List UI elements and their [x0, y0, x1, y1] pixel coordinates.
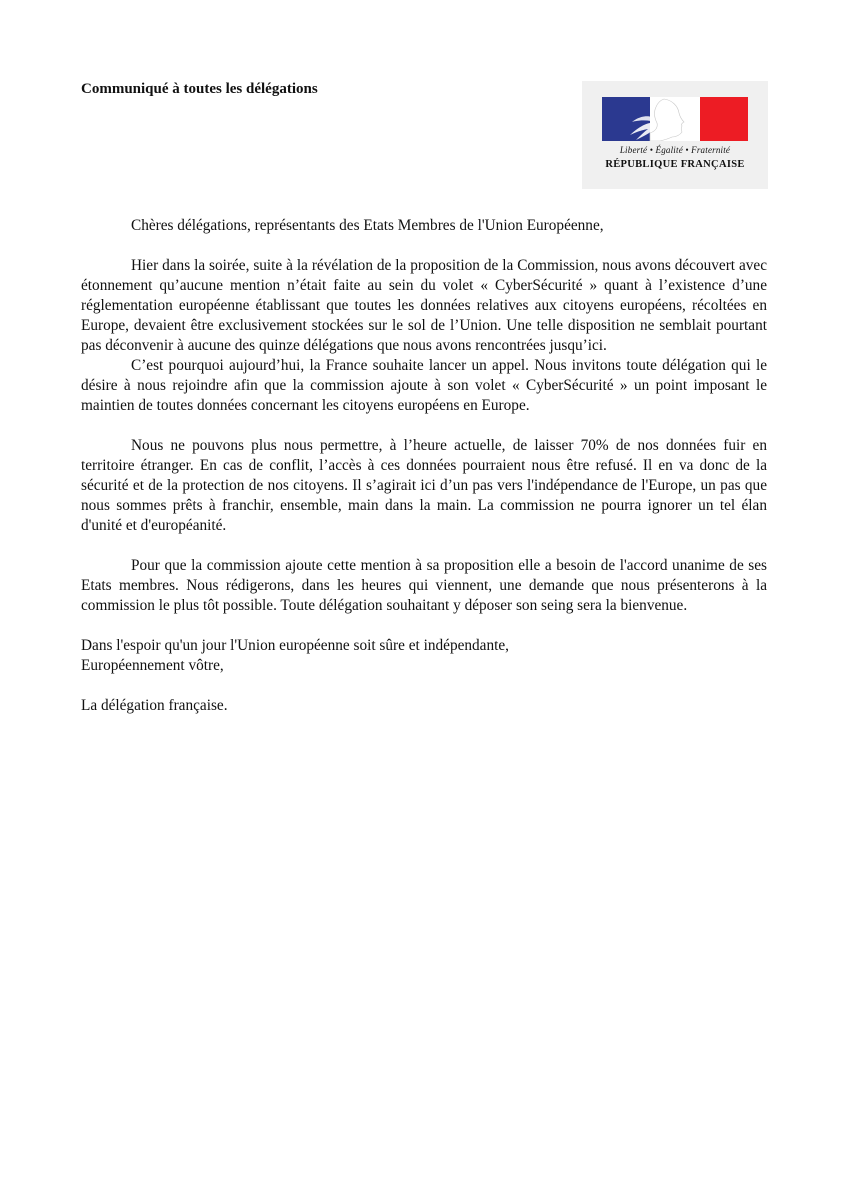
signature: La délégation française.	[81, 697, 228, 714]
paragraph-2: C’est pourquoi aujourd’hui, la France souhaite lancer un appel. Nous invitons toute délégation qui le désire à nous rejoindre afin que la commission ajoute à son volet « CyberSécurité » un point imposant le maintien de toutes données concernant les citoyens européens en Europe.	[81, 357, 767, 414]
salutation: Chères délégations, représentants des Etats Membres de l'Union Européenne,	[131, 217, 604, 234]
paragraph-4: Pour que la commission ajoute cette mention à sa proposition elle a besoin de l'accord unanime de ses Etats membres. Nous rédigerons, dans les heures qui viennent, une demande que nous présenterons à la commission le plus tôt possible. Toute délégation souhaitant y déposer son seing sera la bienvenue.	[81, 557, 767, 614]
paragraph-3: Nous ne pouvons plus nous permettre, à l’heure actuelle, de laisser 70% de nos données fuir en territoire étranger. En cas de conflit, l’accès à ces données pourraient nous être refusé. Il en va donc de la sécurité et de la protection de nos citoyens. Il s’agirait ici d’un pas vers l'indépendance de l'Europe, un pas que nous sommes prêts à franchir, ensemble, main dans la main. La commission ne pourra ignorer un tel élan d'unité et d'européanité.	[81, 437, 767, 534]
republique-francaise-logo	[582, 81, 768, 189]
paragraph-1: Hier dans la soirée, suite à la révélation de la proposition de la Commission, nous avons découvert avec étonnement qu’aucune mention n’était faite au sein du volet « CyberSécurité » quant à l’existence d’une réglementation européenne établissant que toutes les données relatives aux citoyens européens, récoltées en Europe, devaient être exclusivement stockées sur le sol de l’Union. Une telle disposition ne semblait pourtant pas déconvenir à aucune des quinze délégations que nous avons rencontrées jusqu’ici.	[81, 257, 767, 354]
logo-motto: Liberté • Égalité • Fraternité	[619, 145, 731, 155]
letter-body	[81, 216, 767, 716]
closing-line: Dans l'espoir qu'un jour l'Union européenne soit sûre et indépendante,	[81, 637, 509, 654]
document-title: Communiqué à toutes les délégations	[81, 81, 318, 97]
marianne-flag-icon	[602, 97, 748, 141]
logo-republic-name: RÉPUBLIQUE FRANÇAISE	[605, 159, 745, 170]
closing-greeting: Européennement vôtre,	[81, 657, 224, 674]
